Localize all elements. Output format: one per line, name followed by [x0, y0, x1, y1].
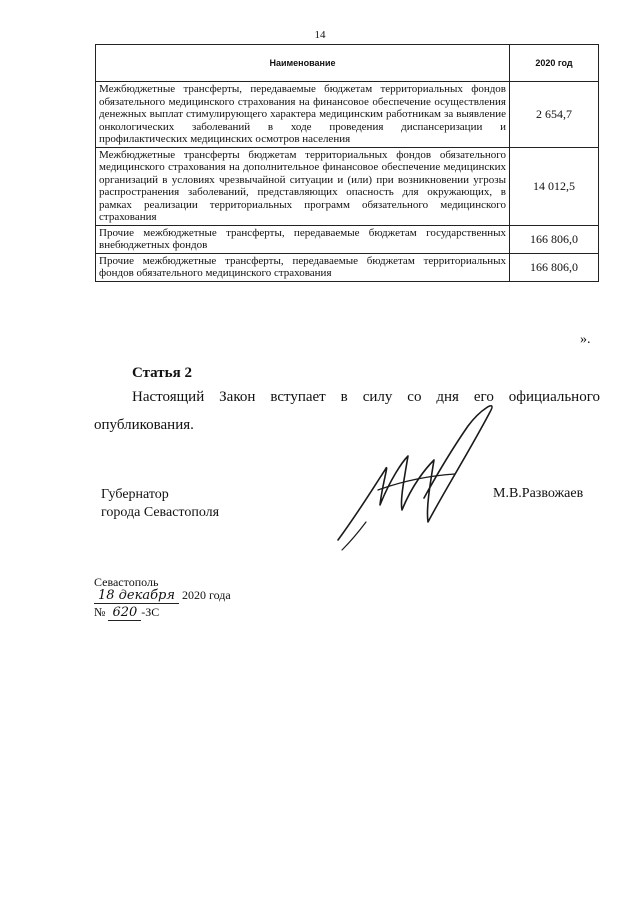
row-value: 166 806,0 [510, 253, 599, 281]
document-number [94, 605, 159, 620]
row-name: Прочие межбюджетные трансферты, передаваемые бюджетам территориальных фондов обязательного медицинского страхования [96, 253, 510, 281]
document-city: Севастополь [94, 575, 159, 589]
table-row [96, 147, 599, 225]
document-date [94, 588, 231, 603]
table-header-row [96, 45, 599, 82]
document-number-handwritten: 620 [108, 605, 141, 621]
article-title: Статья 2 [132, 365, 192, 381]
row-name: Прочие межбюджетные трансферты, передаваемые бюджетам государственных внебюджетных фондов [96, 225, 510, 253]
signer-position-line2: города Севастополя [101, 505, 220, 520]
column-header-year: 2020 год [510, 45, 599, 82]
row-name: Межбюджетные трансферты, передаваемые бюджетам территориальных фондов обязательного медицинского страхования на финансовое обеспечение осуществления денежных выплат стимулирующего характера медицинским работникам за выявление онкологических заболеваний в ходе проведения диспансеризации и профилактических медицинских осмотров населения [96, 82, 510, 148]
signature-icon [330, 390, 510, 560]
article-text: Настоящий Закон вступает в силу со дня его официального опубликования. [94, 389, 600, 433]
table-row [96, 253, 599, 281]
document-number-suffix: -ЗС [141, 605, 160, 619]
signer-position [101, 486, 219, 522]
row-value: 2 654,7 [510, 82, 599, 148]
row-value: 166 806,0 [510, 225, 599, 253]
table-row [96, 82, 599, 148]
column-header-name: Наименование [96, 45, 510, 82]
document-number-prefix: № [94, 605, 106, 619]
signer-position-line1: Губернатор [101, 487, 169, 502]
table-row [96, 225, 599, 253]
budget-table [95, 44, 599, 282]
row-value: 14 012,5 [510, 147, 599, 225]
document-date-handwritten: 18 декабря [94, 588, 179, 604]
signer-name: М.В.Развожаев [493, 486, 584, 501]
row-name: Межбюджетные трансферты бюджетам территориальных фондов обязательного медицинского страхования на дополнительное финансовое обеспечение медицинских организаций в условиях чрезвычайной ситуации и (или) при возникновении угрозы распространения заболеваний, представляющих опасность для окружающих, в рамках реализации территориальных программ обязательного медицинского страхования [96, 147, 510, 225]
document-year: 2020 года [181, 588, 231, 602]
page-number: 14 [314, 29, 326, 41]
closing-quote-mark: ». [580, 332, 591, 347]
